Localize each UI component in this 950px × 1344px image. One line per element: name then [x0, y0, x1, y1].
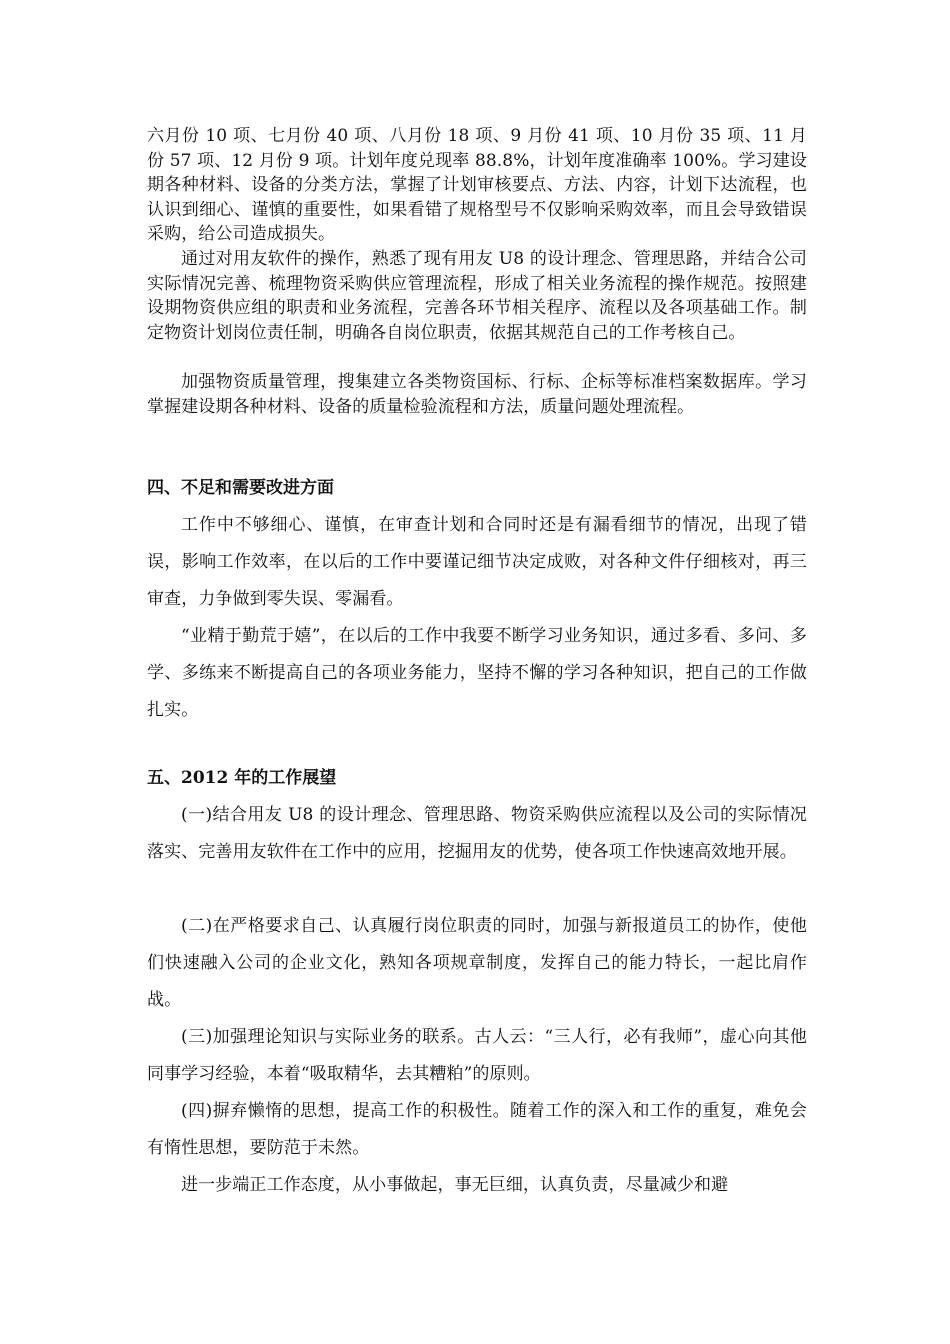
paragraph-plan-statistics: 六月份 10 项、七月份 40 项、八月份 18 项、9 月份 41 项、10 月份 35 项、11 月份 57 项、12 月份 9 项。计划年度兑现率 88.8%，计划年度准确率 100%。学习建设期各种材料、设备的分类方法，掌握了计划审核要点、方法、内容，计划下达流程，也认识到细心、谨慎的重要性，如果看错了规格型号不仅影响采购效率，而且会导致错误采购，给公司造成损失。 — [147, 126, 807, 244]
paragraph-outlook-item-4: (四)摒弃懒惰的思想，提高工作的积极性。随着工作的深入和工作的重复，难免会有惰性思想，要防范于未然。 — [147, 1101, 807, 1158]
paragraph-shortcomings-detail: 工作中不够细心、谨慎，在审查计划和合同时还是有漏看细节的情况，出现了错误，影响工作效率，在以后的工作中要谨记细节决定成败，对各种文件仔细核对，再三审查，力争做到零失误、零漏看。 — [147, 515, 807, 609]
paragraph-outlook-item-2: (二)在严格要求自己、认真履行岗位职责的同时，加强与新报道员工的协作，使他们快速融入公司的企业文化，熟知各项规章制度，发挥自己的能力特长，一起比肩作战。 — [147, 916, 807, 1010]
paragraph-software-operation: 通过对用友软件的操作，熟悉了现有用友 U8 的设计理念、管理思路，并结合公司实际情况完善、梳理物资采购供应管理流程，形成了相关业务流程的操作规范。按照建设期物资供应组的职责和业务流程，完善各环节相关程序、流程以及各项基础工作。制定物资计划岗位责任制，明确各自岗位职责，依据其规范自己的工作考核自己。 — [147, 249, 807, 343]
paragraph-diligence: “业精于勤荒于嬉”，在以后的工作中我要不断学习业务知识，通过多看、多问、多学、多练来不断提高自己的各项业务能力，坚持不懈的学习各种知识，把自己的工作做扎实。 — [147, 626, 807, 720]
section-heading-outlook-2012: 五、2012 年的工作展望 — [147, 768, 337, 788]
paragraph-outlook-item-1: (一)结合用友 U8 的设计理念、管理思路、物资采购供应流程以及公司的实际情况落实、完善用友软件在工作中的应用，挖掘用友的优势，使各项工作快速高效地开展。 — [147, 805, 807, 862]
section-heading-shortcomings: 四、不足和需要改进方面 — [147, 478, 334, 498]
paragraph-quality-management: 加强物资质量管理，搜集建立各类物资国标、行标、企标等标准档案数据库。学习掌握建设期各种材料、设备的质量检验流程和方法，质量问题处理流程。 — [147, 372, 807, 417]
paragraph-outlook-item-3: (三)加强理论知识与实际业务的联系。古人云：“三人行，必有我师”，虚心向其他同事学习经验，本着“吸取精华，去其糟粕”的原则。 — [147, 1027, 807, 1084]
paragraph-work-attitude: 进一步端正工作态度，从小事做起，事无巨细，认真负责，尽量减少和避 — [181, 1175, 729, 1195]
